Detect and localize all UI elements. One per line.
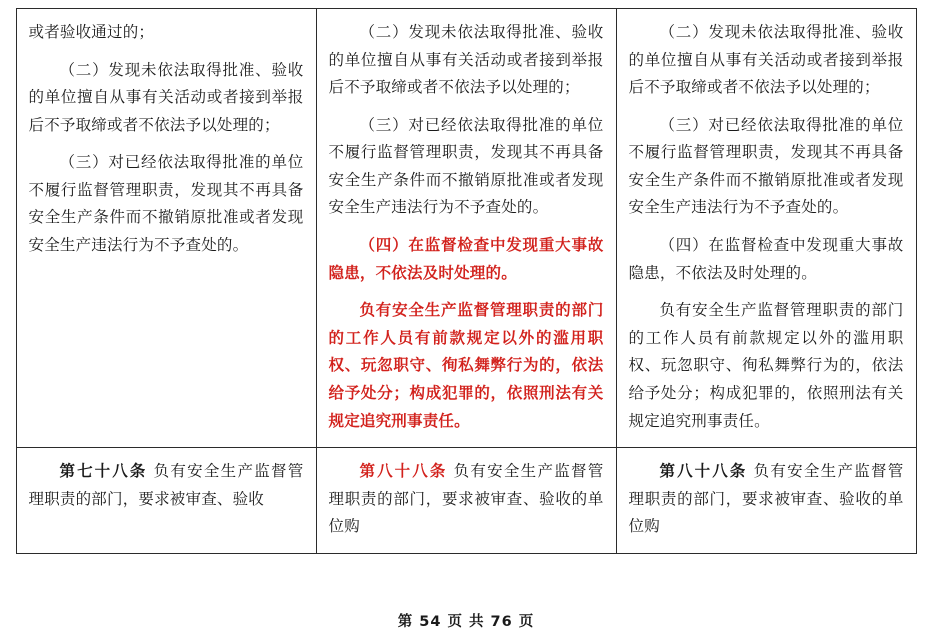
cell-right-top	[616, 9, 916, 448]
comparison-table	[16, 8, 917, 554]
paragraph	[629, 458, 904, 541]
paragraph: 负有安全生产监督管理职责的部门的工作人员有前款规定以外的滥用职权、玩忽职守、徇私舞弊行为的，依法给予处分；构成犯罪的，依照刑法有关规定追究刑事责任。	[628, 301, 904, 430]
article-text: 负有安全生产监督管理职责的部门，要求被审查、验收的单位购	[628, 462, 904, 536]
document-page	[0, 8, 932, 639]
paragraph: 或者验收通过的；	[28, 23, 155, 41]
article-text: 负有安全生产监督管理职责的部门，要求被审查、验收的单位购	[328, 462, 604, 536]
paragraph: （二）发现未依法取得批准、验收的单位擅自从事有关活动或者接到举报后不予取缔或者不依法予以处理的；	[28, 60, 304, 134]
article-number: 第七十八条	[59, 462, 148, 481]
table-row-next-article	[16, 448, 916, 554]
paragraph	[329, 458, 604, 541]
paragraph: （三）对已经依法取得批准的单位不履行监督管理职责，发现其不再具备安全生产条件而不撤销原批准或者发现安全生产违法行为不予查处的。	[28, 153, 304, 255]
paragraph: （四）在监督检查中发现重大事故隐患，不依法及时处理的。	[628, 236, 904, 282]
paragraph-revised: （四）在监督检查中发现重大事故隐患，不依法及时处理的。	[328, 236, 604, 282]
article-number: 第八十八条	[359, 462, 448, 481]
paragraph: （三）对已经依法取得批准的单位不履行监督管理职责，发现其不再具备安全生产条件而不撤销原批准或者发现安全生产违法行为不予查处的。	[328, 115, 604, 217]
article-number: 第八十八条	[659, 462, 748, 481]
paragraph-revised: 负有安全生产监督管理职责的部门的工作人员有前款规定以外的滥用职权、玩忽职守、徇私舞弊行为的，依法给予处分；构成犯罪的，依照刑法有关规定追究刑事责任。	[328, 301, 604, 430]
cell-middle-top	[316, 9, 616, 448]
paragraph: （二）发现未依法取得批准、验收的单位擅自从事有关活动或者接到举报后不予取缔或者不依法予以处理的；	[628, 23, 904, 97]
paragraph	[29, 458, 304, 513]
cell-left-top	[16, 9, 316, 448]
paragraph: （三）对已经依法取得批准的单位不履行监督管理职责，发现其不再具备安全生产条件而不撤销原批准或者发现安全生产违法行为不予查处的。	[628, 115, 904, 217]
cell-middle-bottom	[316, 448, 616, 554]
article-text: 负有安全生产监督管理职责的部门，要求被审查、验收	[28, 462, 304, 508]
cell-left-bottom	[16, 448, 316, 554]
table-row-articles	[16, 9, 916, 448]
paragraph: （二）发现未依法取得批准、验收的单位擅自从事有关活动或者接到举报后不予取缔或者不依法予以处理的；	[328, 23, 604, 97]
cell-right-bottom	[616, 448, 916, 554]
page-footer: 第 54 页 共 76 页	[397, 614, 535, 630]
